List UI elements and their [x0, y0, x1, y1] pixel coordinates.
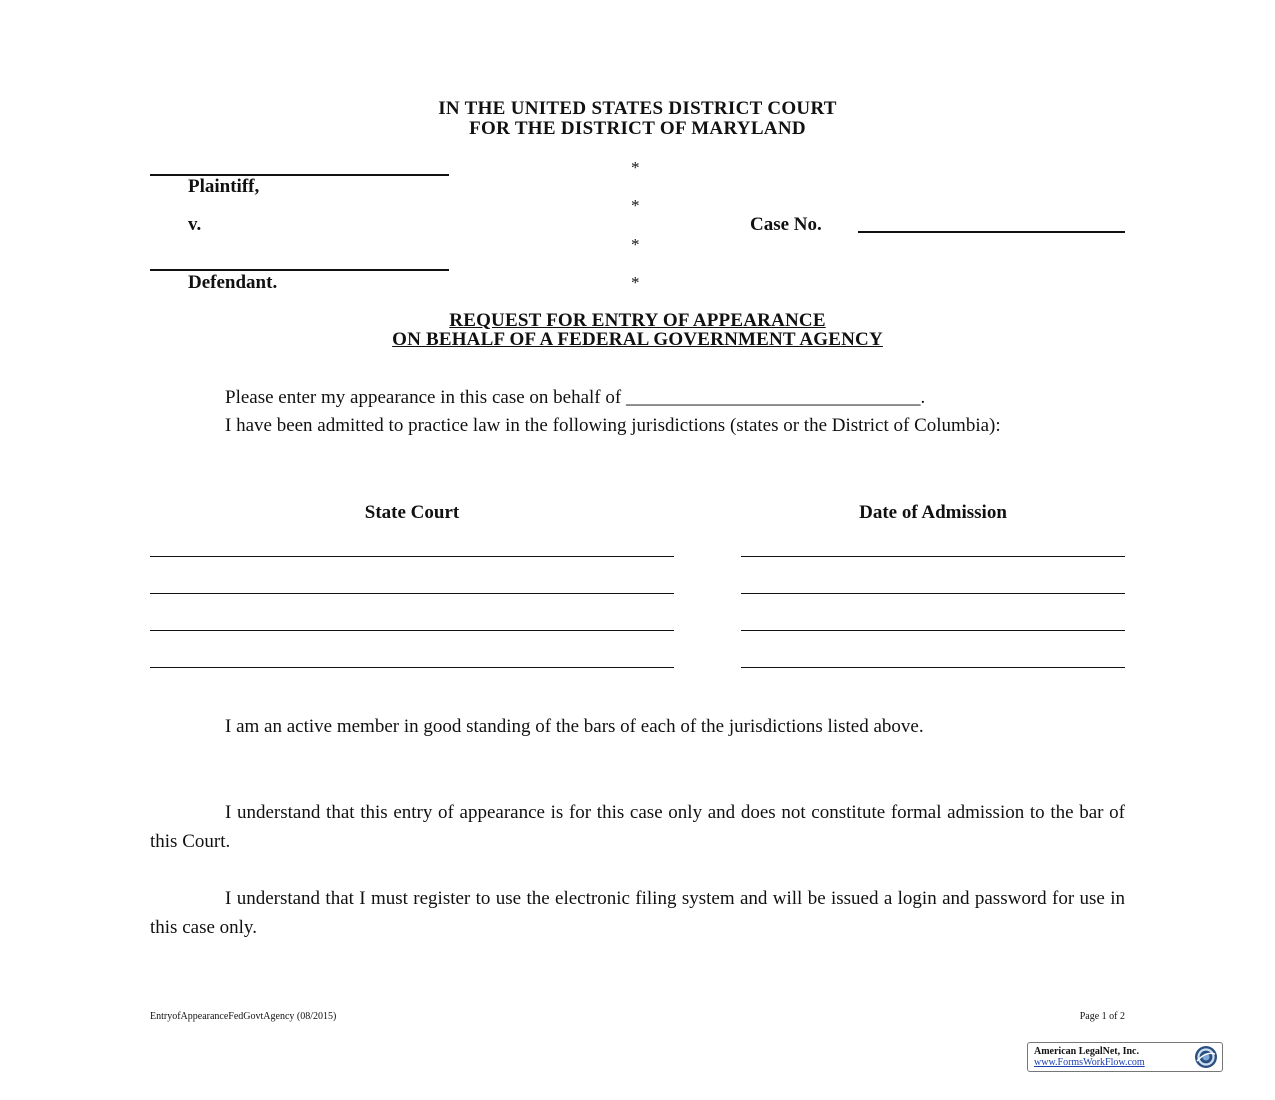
- document-title-line2: ON BEHALF OF A FEDERAL GOVERNMENT AGENCY: [392, 329, 883, 350]
- electronic-filing-text: I understand that I must register to use the electronic filing system and will be issued a login and password for use in this case only.: [150, 888, 1125, 938]
- state-court-line[interactable]: [150, 667, 674, 668]
- case-only-paragraph: [150, 798, 1125, 856]
- form-identifier: EntryofAppearanceFedGovtAgency (08/2015): [150, 1011, 337, 1022]
- jurisdictions-paragraph: [150, 411, 1125, 440]
- electronic-filing-paragraph: [150, 884, 1125, 942]
- case-only-text: I understand that this entry of appearance is for this case only and does not constitute formal admission to the bar of this Court.: [150, 802, 1125, 852]
- caption-separator-star: *: [631, 196, 640, 215]
- caption-separator-star: *: [631, 235, 640, 254]
- court-name-line1: IN THE UNITED STATES DISTRICT COURT: [438, 98, 837, 119]
- page-number: Page 1 of 2: [1079, 1011, 1125, 1022]
- defendant-label: Defendant.: [188, 272, 278, 293]
- jurisdictions-text: I have been admitted to practice law in the following jurisdictions (states or the District of Columbia):: [225, 415, 1001, 436]
- caption-separator-star: *: [631, 273, 640, 292]
- plaintiff-label: Plaintiff,: [188, 176, 260, 197]
- state-court-line[interactable]: [150, 593, 674, 594]
- court-name-line2: FOR THE DISTRICT OF MARYLAND: [469, 118, 806, 139]
- publisher-name: American LegalNet, Inc.: [1034, 1046, 1139, 1057]
- document-title-line1: REQUEST FOR ENTRY OF APPEARANCE: [449, 310, 826, 331]
- publisher-logo[interactable]: [1027, 1042, 1223, 1072]
- defendant-name-line[interactable]: [150, 269, 449, 271]
- case-number-line[interactable]: [858, 231, 1125, 233]
- date-of-admission-line[interactable]: [741, 630, 1125, 631]
- appearance-paragraph: [150, 383, 1125, 412]
- date-of-admission-line[interactable]: [741, 667, 1125, 668]
- date-of-admission-header: Date of Admission: [859, 502, 1007, 523]
- state-court-line[interactable]: [150, 556, 674, 557]
- state-court-header: State Court: [364, 502, 460, 523]
- caption-separator-star: *: [631, 158, 640, 177]
- case-number-label: Case No.: [750, 214, 822, 235]
- versus-label: v.: [188, 214, 202, 235]
- date-of-admission-line[interactable]: [741, 556, 1125, 557]
- appearance-text: Please enter my appearance in this case on behalf of _______________________________.: [225, 387, 926, 408]
- good-standing-paragraph: [150, 712, 1125, 741]
- date-of-admission-line[interactable]: [741, 593, 1125, 594]
- good-standing-text: I am an active member in good standing of the bars of each of the jurisdictions listed above.: [225, 716, 924, 737]
- state-court-line[interactable]: [150, 630, 674, 631]
- publisher-url-link[interactable]: www.FormsWorkFlow.com: [1034, 1057, 1145, 1068]
- globe-icon: [1194, 1045, 1218, 1069]
